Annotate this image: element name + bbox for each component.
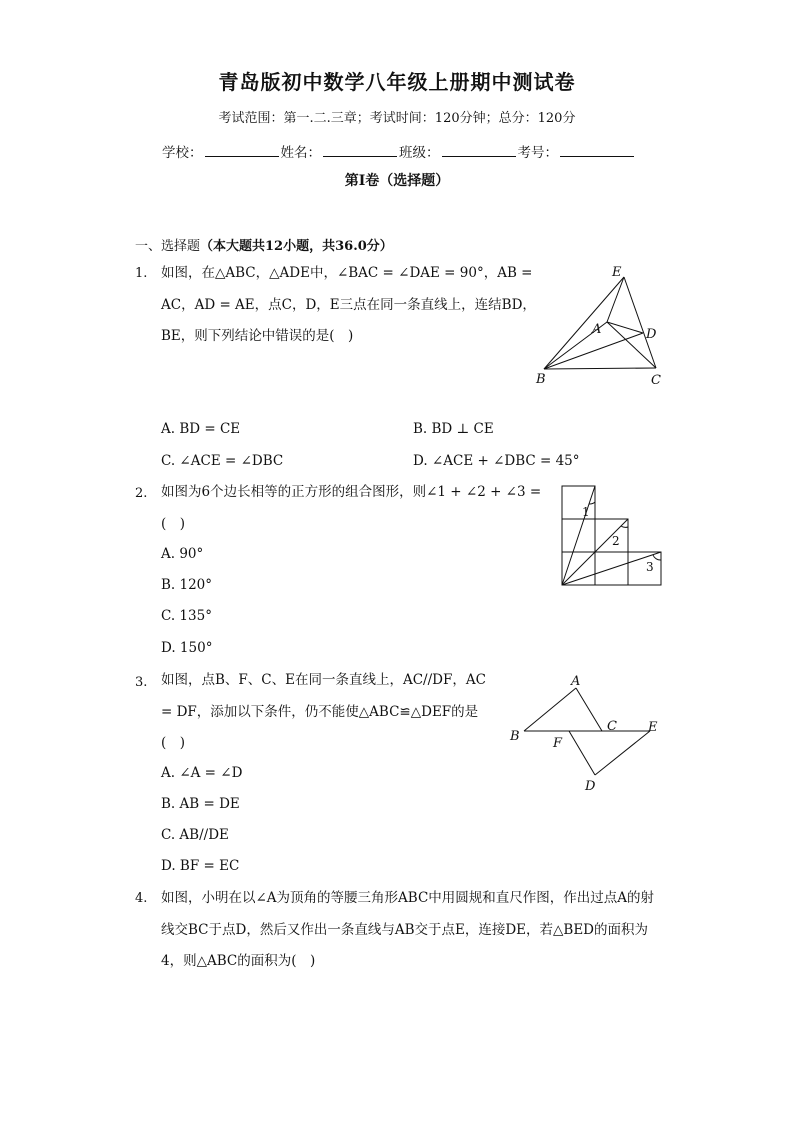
question-1-number: 1. [135,266,148,281]
question-2-option-a[interactable]: A. 90° [161,546,204,562]
question-4-number: 4. [135,891,148,906]
name-blank[interactable] [323,143,397,157]
label-C: C [651,373,661,388]
question-4-line: 4，则△ABC的面积为( ) [161,953,316,969]
question-4-line: 线交BC于点D，然后又作出一条直线与AB交于点E，连接DE，若△BED的面积为 [161,921,649,938]
student-info-fields [162,141,636,161]
segment-BE [544,277,624,369]
question-1-line: BE，则下列结论中错误的是( ) [161,328,354,344]
question-3-line: 如图，点B、F、C、E在同一条直线上，AC//DF，AC [161,672,486,688]
question-1-figure [532,258,672,390]
class-blank[interactable] [442,143,516,157]
question-3-option-b[interactable]: B. AB = DE [161,796,240,812]
question-3-number: 3. [135,675,148,690]
question-1-option-a[interactable]: A. BD = CE [161,421,241,437]
question-3-option-d[interactable]: D. BF = EC [161,858,240,874]
segment-DE [595,731,650,775]
part-description: （本大题共12小题，共36.0分） [200,239,393,254]
label-D: D [585,779,596,794]
question-3-text [161,665,486,760]
diagonal-1 [562,486,595,585]
angle-arc-2 [621,526,628,527]
angle-label-3: 3 [646,560,654,574]
question-2-line: ( ) [161,515,186,532]
question-2-figure [558,482,664,588]
angle-label-1: 1 [582,505,590,519]
school-blank[interactable] [205,143,279,157]
label-A: A [571,674,581,689]
question-2-number: 2. [135,486,148,501]
part-label: 一、选择题 [135,239,201,254]
question-1-option-c[interactable]: C. ∠ACE = ∠DBC [161,453,284,469]
exam-number-label: 考号： [517,145,558,161]
question-3-option-a[interactable]: A. ∠A = ∠D [161,765,243,781]
label-B: B [536,372,546,387]
question-3-option-c[interactable]: C. AB//DE [161,827,229,843]
question-2-line: 如图为6个边长相等的正方形的组合图形，则∠1 + ∠2 + ∠3 = [161,484,542,500]
label-F: F [553,736,563,751]
exam-number-blank[interactable] [560,143,634,157]
page-title: 青岛版初中数学八年级上册期中测试卷 [218,70,576,94]
segment-AE [607,277,624,322]
label-A: A [592,322,602,337]
exam-info: 考试范围：第一.二.三章；考试时间：120分钟；总分：120分 [218,111,576,126]
segment-EC [624,277,656,368]
section-title: 第Ⅰ卷（选择题） [344,173,450,189]
segment-BD [544,333,643,369]
segment-AC [576,688,602,731]
question-3-line: ( ) [161,735,186,751]
angle-arc-3 [653,555,661,560]
label-E: E [612,265,622,280]
question-1-option-b[interactable]: B. BD ⊥ CE [413,421,494,437]
segment-BA [524,688,576,731]
question-4-line: 如图，小明在以∠A为顶角的等腰三角形ABC中用圆规和直尺作图，作出过点A的射 [161,890,655,906]
question-4-text [161,883,654,978]
question-1-line: 如图，在△ABC，△ADE中，∠BAC = ∠DAE = 90°，AB = [161,265,533,281]
label-C: C [607,719,617,734]
question-3-figure [505,670,665,795]
label-E: E [648,720,658,735]
label-B: B [510,729,520,744]
square [628,552,661,585]
segment-FD [569,731,595,775]
angle-label-2: 2 [612,534,620,548]
class-label: 班级： [399,145,440,161]
part-heading [135,235,393,254]
question-1-option-d[interactable]: D. ∠ACE + ∠DBC = 45° [413,453,580,469]
question-1-line: AC，AD = AE，点C，D，E三点在同一条直线上，连结BD， [161,296,536,313]
segment-BC [544,368,656,369]
question-3-line: = DF，添加以下条件，仍不能使△ABC≌△DEF的是 [161,703,479,720]
school-label: 学校： [162,145,203,161]
label-D: D [646,327,657,342]
question-2-option-b[interactable]: B. 120° [161,577,213,593]
question-2-option-d[interactable]: D. 150° [161,640,213,656]
question-2-text [161,477,541,540]
question-2-option-c[interactable]: C. 135° [161,608,212,624]
square [562,486,595,519]
name-label: 姓名： [280,145,321,161]
question-1-text [161,258,536,353]
